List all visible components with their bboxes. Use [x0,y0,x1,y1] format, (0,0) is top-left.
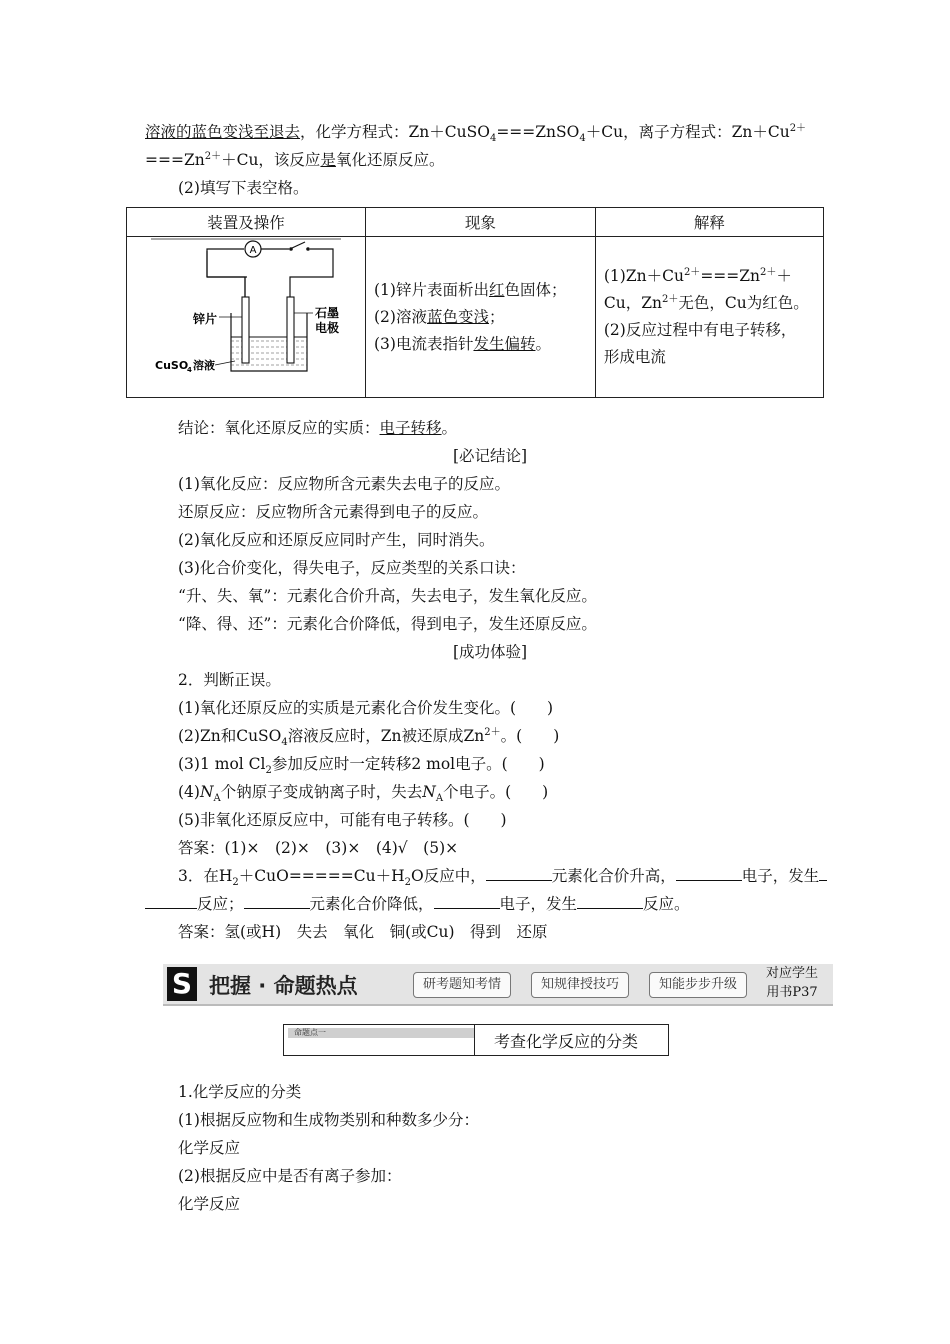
question-3-line-2: 反应； 元素化合价降低， 电子，发生 反应。 [145,894,690,914]
list-item: 化学反应 [178,1195,241,1213]
fill-blank[interactable] [577,894,643,909]
fill-blank[interactable] [244,894,310,909]
zinc-label: 锌片 [193,312,218,326]
phenomenon-1: (1)锌片表面析出红色固体； [374,280,567,299]
fill-blank[interactable] [676,866,742,881]
banner-title: 把握 · 命题热点 [209,974,358,998]
graphite-label-2: 电极 [315,321,340,335]
explanation-1b: Cu，$Zn^{2+}$无色，Cu为红色。 [603,293,809,312]
list-item: (3)化合价变化，得失电子，反应类型的关系口诀： [178,559,526,577]
fill-table-label: (2)填写下表空格。 [178,179,309,197]
switch-icon [292,242,305,248]
equation-line-1: 溶液的蓝色变浅至退去，化学方程式：Zn＋CuSO$_4$===ZnSO$_4$＋Cu，离子方程式：$Zn+Cu^{2+}$ [145,122,807,145]
table-header: 装置及操作 [127,208,366,237]
fill-blank[interactable] [486,866,552,881]
svg-text:4: 4 [187,366,192,374]
topic-box [283,1024,669,1056]
success-heading: [成功体验] [453,643,528,661]
fill-blank[interactable] [819,866,827,881]
graphite-electrode-icon [287,297,294,363]
section-logo-icon: S [167,967,197,1001]
question-item: (3)1 mol $Cl_2$参加反应时一定转移2 mol电子。( ) [178,755,545,777]
experiment-table [126,207,824,398]
banner-tab-2[interactable]: 知规律授技巧 [531,972,629,998]
table-header: 现象 [366,208,596,237]
solution-label-a: CuSO [155,359,189,372]
explanation-2: (2)反应过程中有电子转移， [603,321,797,339]
list-item: 化学反应 [178,1139,241,1157]
list-item: “升、失、氧”：元素化合价升高，失去电子，发生氧化反应。 [178,587,597,605]
ammeter-label: A [249,245,257,256]
question-2-title: 2．判断正误。 [178,671,281,689]
answer-3: 答案：氢(或H) 失去 氧化 铜(或Cu) 得到 还原 [178,923,548,941]
equation-line-2: $===Zn^{2+}+Cu$，该反应是氧化还原反应。 [145,150,445,169]
question-item: $(4)N_A$个钠原子变成钠离子时，失去$N_A$个电子。( ) [178,783,549,805]
must-remember-heading: [必记结论] [453,447,528,465]
banner-page-ref: 对应学生 用书P37 [765,966,818,1000]
galvanic-apparatus-diagram [127,237,365,393]
topic-tag: 命题点一 [288,1028,474,1038]
phenomenon-3: (3)电流表指针发生偏转。 [374,334,551,353]
zinc-electrode-icon [242,297,249,363]
divider [474,1025,475,1055]
wire-left [207,251,247,277]
phenomenon-2: (2)溶液蓝色变浅； [374,307,505,326]
answer-2: 答案：(1)× (2)× (3)× (4)√ (5)× [178,839,459,857]
graphite-label-1: 石墨 [315,306,340,320]
section-banner [163,964,833,1006]
list-item: (1)氧化反应：反应物所含元素失去电子的反应。 [178,475,510,493]
banner-tab-1[interactable]: 研考题知考情 [413,972,511,998]
underlined-answer: 溶液的蓝色变浅至退去 [145,123,301,141]
question-item: (5)非氧化还原反应中，可能有电子转移。( ) [178,811,507,829]
apparatus-cell [127,237,366,398]
list-item: (2)氧化反应和还原反应同时产生，同时消失。 [178,531,495,549]
fill-blank[interactable] [434,894,500,909]
phenomena-cell [366,237,596,398]
explanation-1: $(1)Zn+Cu^{2+}===Zn^{2+}+$ [603,266,792,285]
question-item: (1)氧化还原反应的实质是元素化合价发生变化。( ) [178,699,554,717]
list-item: “降、得、还”：元素化合价降低，得到电子，发生还原反应。 [178,615,597,633]
explanation-cell [595,237,823,398]
list-item: (1)根据反应物和生成物类别和种数多少分： [178,1111,479,1129]
banner-tab-3[interactable]: 知能步步升级 [649,972,747,998]
explanation-2b: 形成电流 [603,348,666,366]
fill-blank[interactable] [145,894,197,909]
question-3-line-1: 3．在$H_2+CuO=====Cu+H_2O$反应中， 元素化合价升高， 电子，发生 [178,866,827,886]
list-item: (2)根据反应中是否有离子参加： [178,1167,402,1185]
topic-title: 考查化学反应的分类 [494,1032,639,1051]
solution-label-b: 溶液 [193,359,215,372]
conclusion: 结论：氧化还原反应的实质：电子转移。 [178,419,458,437]
table-header: 解释 [595,208,823,237]
section-heading: 1.化学反应的分类 [178,1083,302,1101]
question-item: (2)Zn和CuSO$_4$溶液反应时，Zn被还原成$Zn^{2+}$。( ) [178,726,560,749]
list-item: 还原反应：反应物所含元素得到电子的反应。 [178,503,489,521]
